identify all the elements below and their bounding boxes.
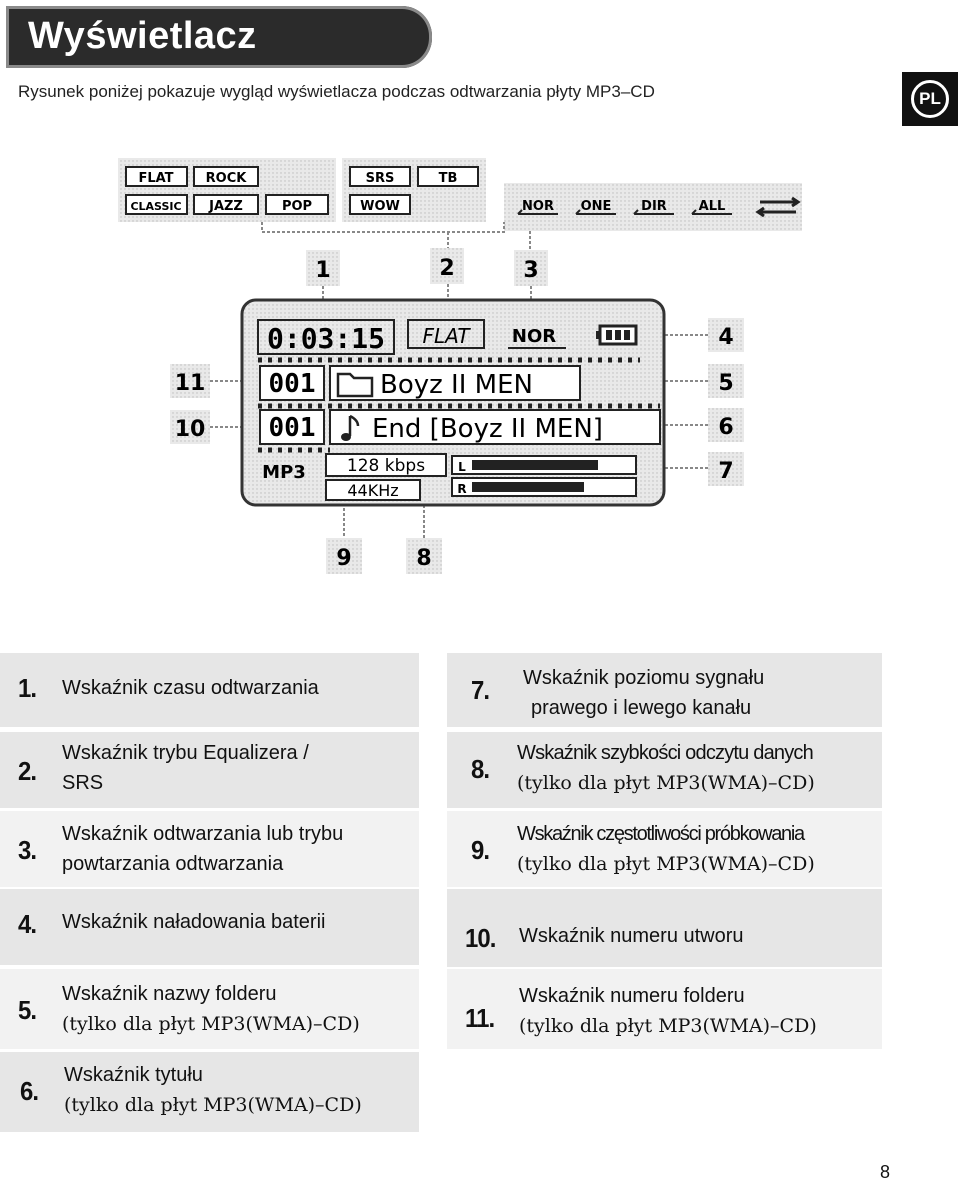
legend-text: Wskaźnik poziomu sygnału prawego i lewego kanału bbox=[523, 667, 765, 719]
callout-2: 2 bbox=[439, 256, 455, 281]
srs-mode-wow: WOW bbox=[360, 199, 400, 214]
callout-10: 10 bbox=[174, 417, 206, 442]
legend-item-8 bbox=[447, 732, 882, 808]
callout-4: 4 bbox=[718, 325, 734, 350]
page-number: 8 bbox=[880, 1162, 891, 1182]
legend-text: Wskaźnik szybkości odczytu danych (tylko dla płyt MP3(WMA)–CD) bbox=[517, 742, 815, 794]
legend-number: 4. bbox=[18, 909, 37, 939]
legend-number: 3. bbox=[18, 835, 37, 865]
legend-item-5 bbox=[0, 969, 419, 1049]
battery-icon bbox=[596, 326, 636, 344]
legend-item-4 bbox=[0, 889, 419, 965]
legend-text: Wskaźnik tytułu (tylko dla płyt MP3(WMA)–CD) bbox=[64, 1064, 362, 1116]
legend-number: 8. bbox=[471, 754, 490, 784]
legend-item-3 bbox=[0, 811, 419, 887]
legend-text: Wskaźnik numeru folderu (tylko dla płyt MP3(WMA)–CD) bbox=[519, 985, 817, 1037]
level-right-label: R bbox=[457, 482, 467, 496]
legend-number: 10. bbox=[465, 923, 496, 953]
legend-number: 6. bbox=[20, 1076, 39, 1106]
legend-number: 2. bbox=[18, 756, 37, 786]
level-left-label: L bbox=[458, 460, 466, 474]
eq-mode-pop: POP bbox=[281, 199, 313, 214]
legend-item-7 bbox=[447, 653, 882, 727]
repeat-indicator-group bbox=[504, 183, 802, 231]
level-left-bar bbox=[472, 460, 598, 470]
legend-number: 9. bbox=[471, 835, 490, 865]
legend-item-11 bbox=[447, 969, 882, 1049]
legend-item-2 bbox=[0, 732, 419, 808]
repeat-mode-dir: DIR bbox=[641, 199, 667, 214]
callout-8: 8 bbox=[416, 546, 432, 571]
legend-number: 11. bbox=[465, 1003, 495, 1033]
legend-item-6 bbox=[0, 1052, 419, 1132]
eq-indicator-group bbox=[118, 158, 336, 222]
eq-mode-classic: CLASSIC bbox=[130, 200, 182, 213]
legend-text: Wskaźnik czasu odtwarzania bbox=[62, 677, 319, 699]
legend-item-9 bbox=[447, 811, 882, 887]
srs-indicator-group bbox=[342, 158, 486, 222]
callout-9: 9 bbox=[336, 546, 352, 571]
legend-item-1 bbox=[0, 653, 419, 727]
display-folder-name: Boyz II MEN bbox=[380, 370, 533, 400]
repeat-mode-all: ALL bbox=[698, 199, 726, 214]
eq-mode-jazz: JAZZ bbox=[209, 199, 243, 214]
lcd-display bbox=[242, 300, 664, 505]
eq-mode-flat: FLAT bbox=[138, 171, 174, 186]
callout-11: 11 bbox=[174, 371, 206, 396]
level-right-bar bbox=[472, 482, 584, 492]
callout-1: 1 bbox=[315, 258, 331, 283]
callout-5: 5 bbox=[718, 371, 734, 396]
legend-text: Wskaźnik naładowania baterii bbox=[62, 911, 326, 933]
language-badge-label: PL bbox=[911, 80, 949, 118]
srs-mode-tb: TB bbox=[438, 171, 458, 186]
page-title: Wyświetlacz bbox=[28, 15, 257, 57]
legend-text: Wskaźnik trybu Equalizera / SRS bbox=[62, 742, 309, 794]
legend-number: 7. bbox=[471, 675, 490, 705]
display-time: 0:03:15 bbox=[266, 322, 386, 355]
legend-item-10 bbox=[447, 889, 882, 967]
intro-text: Rysunek poniżej pokazuje wygląd wyświetlacza podczas odtwarzania płyty MP3–CD bbox=[18, 82, 655, 101]
callout-7: 7 bbox=[718, 459, 734, 484]
legend-text: Wskaźnik częstotliwości próbkowania (tylko dla płyt MP3(WMA)–CD) bbox=[517, 823, 815, 875]
callout-6: 6 bbox=[718, 415, 734, 440]
display-track-title: End [Boyz II MEN] bbox=[372, 414, 603, 444]
display-eq: FLAT bbox=[422, 324, 470, 348]
eq-mode-rock: ROCK bbox=[205, 171, 247, 186]
legend-text: Wskaźnik nazwy folderu (tylko dla płyt MP3(WMA)–CD) bbox=[62, 983, 360, 1035]
legend-text: Wskaźnik numeru utworu bbox=[519, 925, 744, 947]
legend-number: 5. bbox=[18, 995, 37, 1025]
srs-mode-srs: SRS bbox=[365, 171, 395, 186]
repeat-mode-nor: NOR bbox=[522, 199, 554, 214]
display-bitrate: 128 kbps bbox=[346, 456, 426, 476]
repeat-mode-one: ONE bbox=[580, 199, 612, 214]
display-format: MP3 bbox=[262, 462, 306, 483]
display-mode: NOR bbox=[511, 326, 557, 347]
display-track-number: 001 bbox=[268, 413, 316, 443]
display-folder-number: 001 bbox=[268, 369, 316, 399]
callout-3: 3 bbox=[523, 258, 539, 283]
legend-number: 1. bbox=[18, 673, 37, 703]
legend-text: Wskaźnik odtwarzania lub trybu powtarzania odtwarzania bbox=[62, 823, 344, 875]
display-samplerate: 44KHz bbox=[347, 481, 399, 500]
